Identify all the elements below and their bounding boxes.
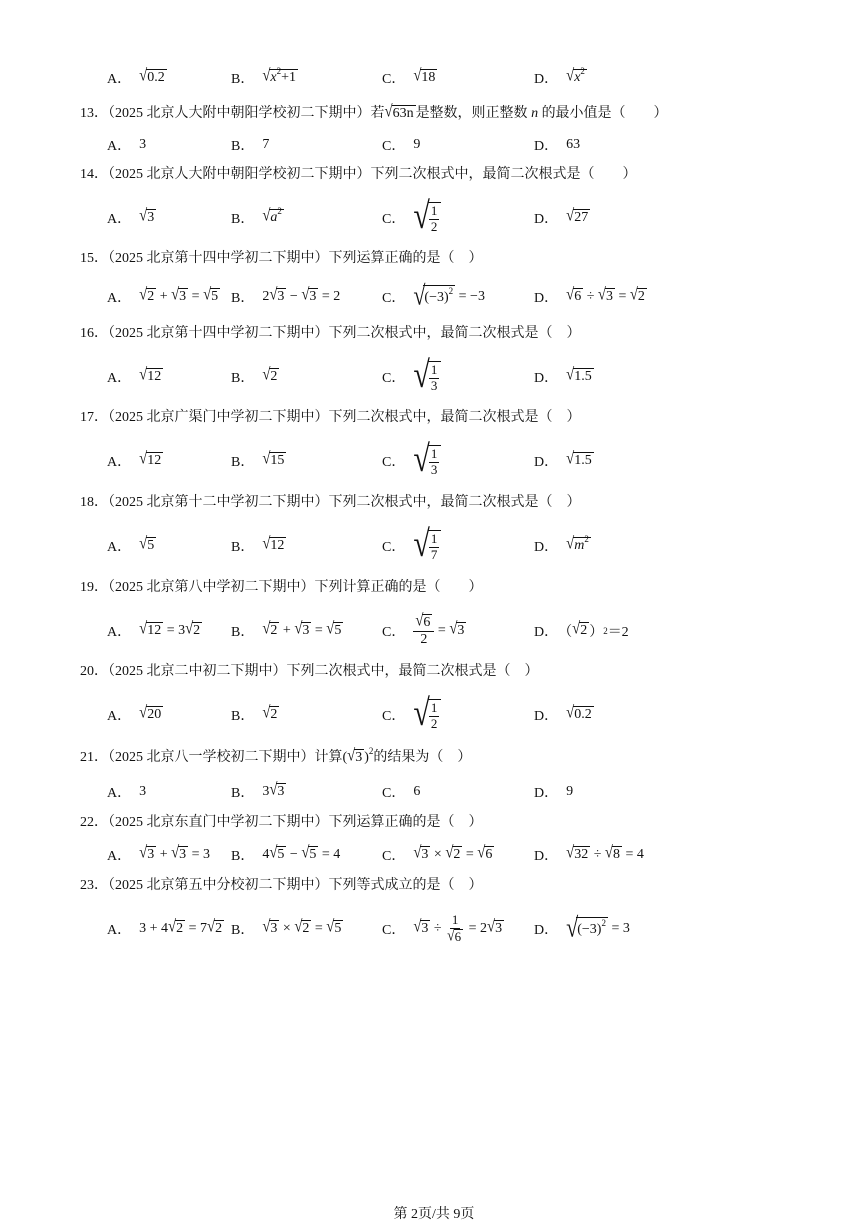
option-d: D． √ $m^2$ (534, 534, 589, 555)
radical: √ $\frac{1}{7}$ (413, 530, 441, 562)
question-stem: 21．（2025 北京八一学校初二下期中）计算( √ 3 )$^2$的结果为（ ） (80, 746, 472, 766)
question-20 (0, 658, 868, 686)
question-15-options (0, 279, 868, 311)
radical: √ 12 (139, 366, 162, 385)
question-stem: 20．（2025 北京二中初二下期中）下列二次根式中，最简二次根式是（ ） (80, 664, 539, 679)
radical: √ 18 (413, 67, 436, 86)
question-stem: 23．（2025 北京第五中分校初二下期中）下列等式成立的是（ ） (80, 878, 483, 893)
radical: √ 2 (207, 918, 223, 937)
option-b: B． √ 15 (231, 450, 285, 470)
radical: √ 3 (301, 286, 317, 305)
radical: √ 3 (413, 844, 429, 863)
question-14-options (0, 196, 868, 240)
radical: √ $(-3)^2$ (566, 911, 606, 943)
fraction: $\frac{1}{3}$ (430, 446, 438, 477)
radical: √ 3 (171, 286, 187, 305)
radical: √ 3 (597, 286, 613, 305)
option-d: D． √ 6 ÷ √ 3 = √ 2 (534, 286, 645, 306)
question-20-options (0, 693, 868, 737)
question-stem: 22．（2025 北京东直门中学初二下期中）下列运算正确的是（ ） (80, 815, 483, 830)
radical: √ 2 (629, 286, 645, 305)
option-a: A． 3 (107, 137, 147, 154)
radical: √ 12 (139, 450, 162, 469)
option-c: C． √ $\frac{1}{2}$ (382, 196, 441, 240)
option-c: C． √ $\frac{1}{3}$ (382, 355, 441, 399)
radical: √ 3 (294, 620, 310, 639)
radical: √ 3 (487, 918, 503, 937)
option-d: D． √ $x^2$ (534, 66, 585, 87)
radical: √ $m^2$ (566, 534, 589, 554)
question-stem: 18．（2025 北京第十二中学初二下期中）下列二次根式中，最简二次根式是（ ） (80, 495, 581, 510)
radical: √ 2 (185, 620, 201, 639)
radical: √ $\frac{1}{3}$ (413, 445, 441, 477)
option-d: D． （ √ 2 ） 2 ＝2 (534, 620, 629, 640)
radical: √ 32 (566, 844, 589, 863)
option-a: A． √ 3 + √ 3 = 3 (107, 844, 211, 864)
radical: √ 3 (269, 286, 285, 305)
option-c: C． √ $\frac{1}{3}$ (382, 439, 441, 483)
option-b: B． 2 √ 3 − √ 3 = 2 (231, 286, 341, 306)
option-c: C． √ 18 (382, 67, 436, 87)
radical: √ 3 (139, 844, 155, 863)
radical: √ $x^2$ (566, 66, 585, 86)
radical: √ 8 (604, 844, 620, 863)
question-14 (0, 161, 868, 189)
option-c: C． 6 (382, 784, 421, 801)
radical: √ 6 (477, 844, 493, 863)
option-b: B． √ $x^2+1$ (231, 66, 297, 87)
option-c: C． √ $\frac{1}{2}$ (382, 693, 441, 737)
radical: √ 0.2 (566, 704, 592, 723)
radical: √ $a^2$ (262, 206, 282, 226)
option-a: A． 3 + 4 √ 2 = 7 √ 2 (107, 918, 223, 938)
option-b: B． 4 √ 5 − √ 5 = 4 (231, 844, 341, 864)
option-b: B． 7 (231, 137, 270, 154)
radical: √ 12 (139, 620, 162, 639)
option-d: D． 9 (534, 784, 574, 801)
radical: √ 2 (262, 704, 278, 723)
option-a: A． √ 2 + √ 3 = √ 5 (107, 286, 219, 306)
radical: √ 27 (566, 207, 589, 226)
option-b: B． 3 √ 3 (231, 781, 285, 801)
radical: √ 5 (139, 535, 155, 554)
question-stem: 15．（2025 北京第十四中学初二下期中）下列运算正确的是（ ） (80, 251, 483, 266)
page-footer: 第 2页/共 9页 (393, 1207, 475, 1222)
option-a: A． 3 (107, 784, 147, 801)
question-17-options (0, 439, 868, 483)
question-12-options (0, 64, 868, 92)
option-d: D． √ 0.2 (534, 704, 592, 724)
radical: √ 2 (168, 918, 184, 937)
radical: √ 5 (326, 918, 342, 937)
radical: √ 15 (262, 450, 285, 469)
option-d: D． √ 1.5 (534, 450, 592, 470)
question-13 (0, 100, 868, 128)
option-c: C． √ $(-3)^2$ = −3 (382, 279, 485, 311)
radical: √ $\frac{1}{2}$ (413, 699, 441, 731)
radical: √ 5 (301, 844, 317, 863)
radical: √ 1.5 (566, 450, 592, 469)
question-23-options (0, 907, 868, 951)
radical: √ 2 (445, 844, 461, 863)
radical: √ 3 (269, 781, 285, 800)
fraction: $\frac{1}{2}$ (430, 203, 438, 234)
question-13-options (0, 131, 868, 159)
option-b: B． √ 12 (231, 535, 285, 555)
option-a: A． √ 20 (107, 704, 162, 724)
radical: √ 63n (384, 102, 414, 122)
radical: √ 5 (326, 620, 342, 639)
option-a: A． √ 3 (107, 207, 155, 227)
radical: √ 3 (347, 746, 363, 766)
option-c: C． 9 (382, 137, 421, 154)
radical: √ $(-3)^2$ (413, 279, 454, 311)
radical: √ 2 (262, 620, 278, 639)
option-b: B． √ 2 + √ 3 = √ 5 (231, 620, 342, 640)
radical: √ 0.2 (139, 67, 165, 86)
fraction: √ 6 2 (413, 614, 434, 647)
question-18 (0, 489, 868, 517)
fraction: $\frac{1}{3}$ (430, 362, 438, 393)
option-c: C． √ 3 ÷ 1 √ 6 = 2 √ 3 (382, 912, 503, 944)
option-d: D． 63 (534, 137, 581, 154)
radical: √ 2 (139, 286, 155, 305)
option-d: D． √ 1.5 (534, 366, 592, 386)
fraction: 1 √ 6 (447, 912, 462, 944)
question-19 (0, 574, 868, 602)
radical: √ 3 (139, 207, 155, 226)
question-16 (0, 320, 868, 348)
question-22-options (0, 841, 868, 869)
radical: √ 12 (262, 535, 285, 554)
fraction: $\frac{1}{7}$ (430, 531, 438, 562)
radical: √ $\frac{1}{2}$ (413, 202, 441, 234)
question-15 (0, 245, 868, 273)
fraction: $\frac{1}{2}$ (430, 700, 438, 731)
radical: √ 6 (415, 611, 431, 631)
question-stem: 16．（2025 北京第十四中学初二下期中）下列二次根式中，最简二次根式是（ ） (80, 326, 581, 341)
radical: √ 1.5 (566, 366, 592, 385)
radical: √ $\frac{1}{3}$ (413, 361, 441, 393)
question-18-options (0, 524, 868, 568)
question-21 (0, 744, 868, 772)
radical: √ 3 (449, 620, 465, 639)
radical: √ 6 (447, 926, 462, 944)
radical: √ 3 (413, 918, 429, 937)
option-a: A． √ 12 (107, 366, 162, 386)
question-17 (0, 404, 868, 432)
option-b: B． √ 3 × √ 2 = √ 5 (231, 918, 342, 938)
option-c: C． √ $\frac{1}{7}$ (382, 524, 441, 568)
option-c: C． √ 6 2 = √ 3 (382, 611, 465, 648)
radical: √ 2 (572, 620, 588, 639)
radical: √ 5 (203, 286, 219, 305)
question-19-options (0, 609, 868, 653)
option-a: A． √ 0.2 (107, 67, 165, 87)
radical: √ 6 (566, 286, 582, 305)
option-b: B． √ 2 (231, 366, 278, 386)
radical: √ $x^2+1$ (262, 66, 297, 86)
question-22 (0, 809, 868, 837)
option-c: C． √ 3 × √ 2 = √ 6 (382, 844, 493, 864)
option-d: D． √ $(-3)^2$ = 3 (534, 911, 630, 943)
question-23 (0, 872, 868, 900)
radical: √ 3 (262, 918, 278, 937)
option-b: B． √ $a^2$ (231, 206, 282, 227)
radical: √ 3 (171, 844, 187, 863)
option-a: A． √ 5 (107, 535, 155, 555)
option-a: A． √ 12 (107, 450, 162, 470)
question-stem: 14．（2025 北京人大附中朝阳学校初二下期中）下列二次根式中，最简二次根式是（ ） (80, 167, 637, 182)
question-stem: 19．（2025 北京第八中学初二下期中）下列计算正确的是（ ） (80, 580, 483, 595)
question-stem: 17．（2025 北京广渠门中学初二下期中）下列二次根式中，最简二次根式是（ ） (80, 410, 581, 425)
radical: √ 2 (294, 918, 310, 937)
radical: √ 20 (139, 704, 162, 723)
option-b: B． √ 2 (231, 704, 278, 724)
option-d: D． √ 32 ÷ √ 8 = 4 (534, 844, 644, 864)
radical: √ 2 (262, 366, 278, 385)
radical: √ 5 (269, 844, 285, 863)
question-stem: 13．（2025 北京人大附中朝阳学校初二下期中）若 √ 63n 是整数，则正整数 n 的最小值是（ ） (80, 102, 668, 122)
question-21-options (0, 778, 868, 806)
option-d: D． √ 27 (534, 207, 589, 227)
question-16-options (0, 355, 868, 399)
option-a: A． √ 12 = 3 √ 2 (107, 620, 201, 640)
